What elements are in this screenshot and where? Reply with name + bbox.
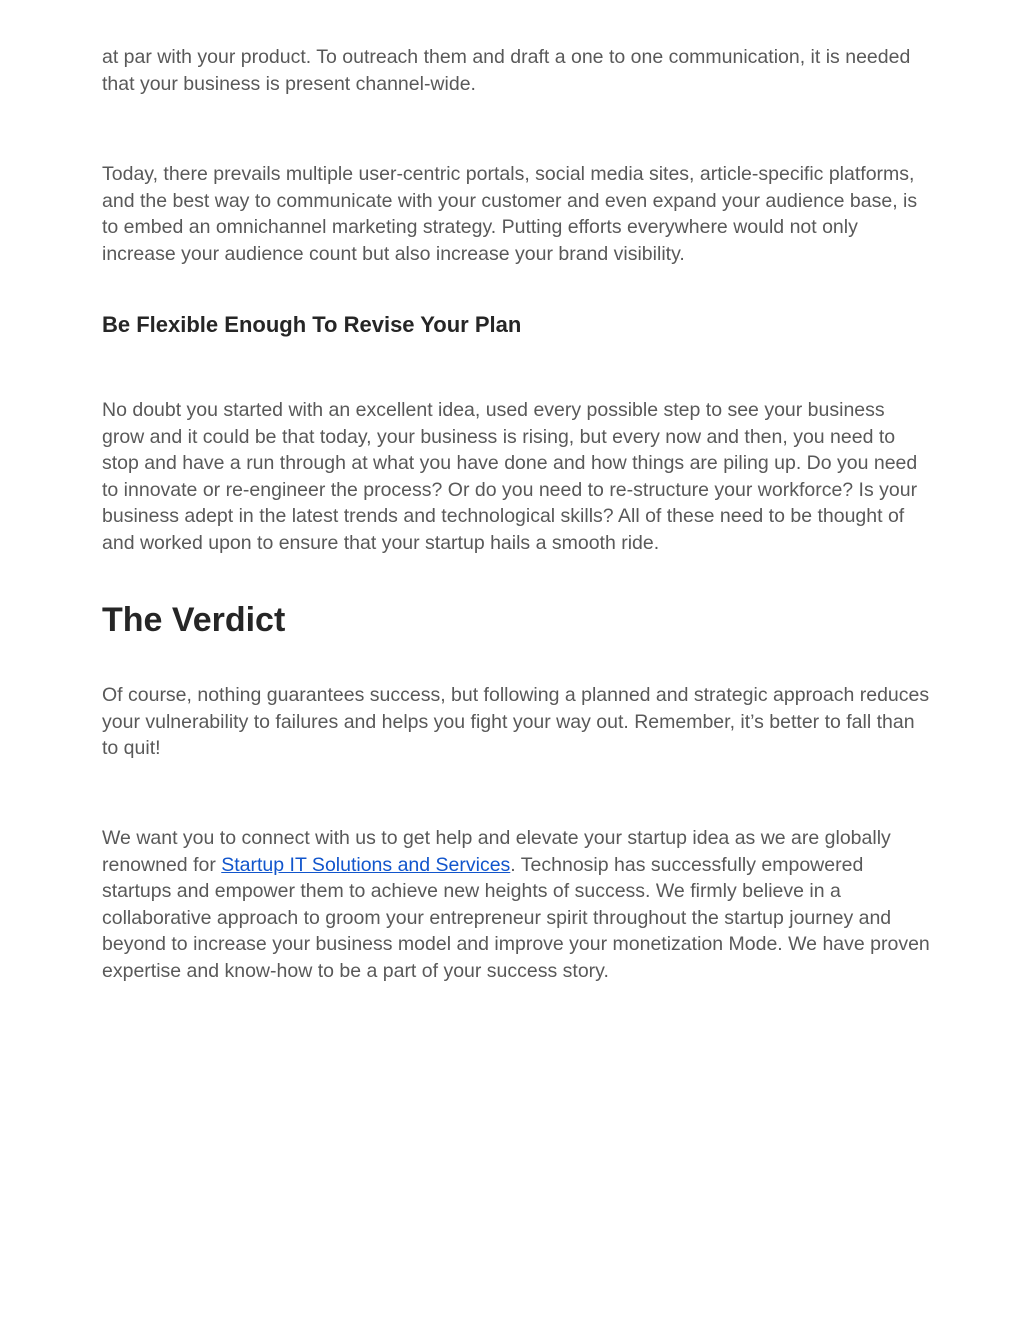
startup-it-solutions-link[interactable]: Startup IT Solutions and Services [221,853,511,876]
paragraph-omnichannel: Today, there prevails multiple user-centric portals, social media sites, article-specific platforms, and the best way to communicate with your customer and even expand your audience base, is to embed an omnichannel marketing strategy. Putting efforts everywhere would not only increase your audience count but also increase your brand visibility. [102,163,918,265]
heading-the-verdict: The Verdict [102,601,286,639]
paragraph-intro-end: at par with your product. To outreach them and draft a one to one communication, it is needed that your business is present channel-wide. [102,46,911,95]
heading-be-flexible: Be Flexible Enough To Revise Your Plan [102,312,522,337]
paragraph-verdict: Of course, nothing guarantees success, but following a planned and strategic approach reduces your vulnerability to failures and helps you fight your way out. Remember, it’s better to fall than to quit! [102,684,930,760]
paragraph-flexible: No doubt you started with an excellent idea, used every possible step to see your business grow and it could be that today, your business is rising, but every now and then, you need to stop and have a run through at what you have done and how things are piling up. Do you need to innovate or re-engineer the process? Or do you need to re-structure your workforce? Is your business adept in the latest trends and technological skills? All of these need to be thought of and worked upon to ensure that your startup hails a smooth ride. [102,399,918,554]
paragraph-connect-rest: . Technosip has successfully empowered startups and empower them to achieve new heights of success. We firmly believe in a collaborative approach to groom your entrepreneur spirit throughout the startup journey and beyond to increase your business model and improve your monetization Mode. We have proven expertise and know-how to be a part of your success story. [102,853,930,982]
paragraph-connect [102,825,932,985]
paragraph-connect-lead: We want you to connect with us to get help and elevate your startup idea as we are globally renowned for [102,827,891,876]
